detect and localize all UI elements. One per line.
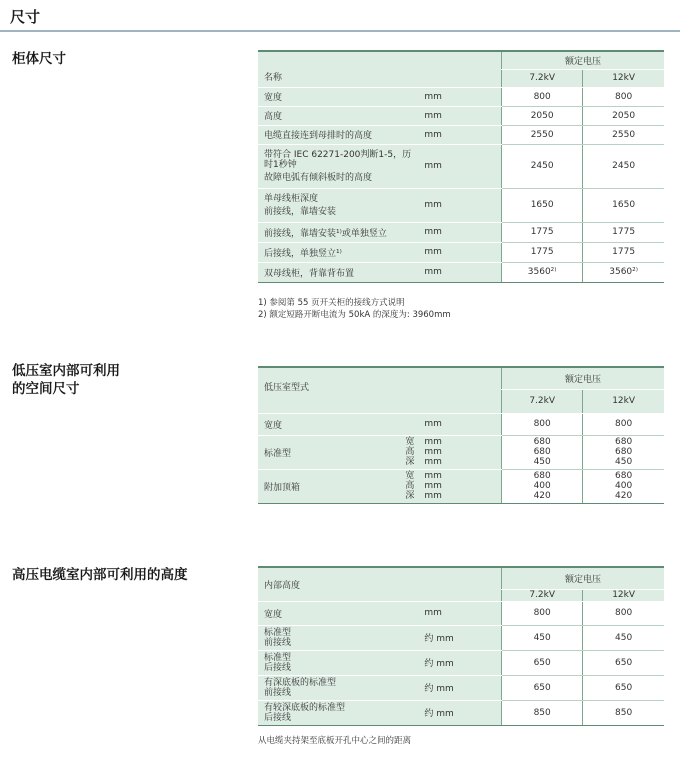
row-unit: mm [420,106,501,125]
row-unit: mm [420,242,501,262]
row-unit: mm [420,87,501,106]
row-value-12kv: 800 [583,413,664,435]
row-label: 双母线柜，背靠背布置 [258,262,420,282]
row-value-12kv: 800 [583,601,664,625]
row-value-7-2kv: 2450 [502,144,583,188]
table-header-voltage-2: 12kV [583,69,664,87]
table-header-rated-voltage: 额定电压 [502,567,664,589]
group-dims: 宽 高 深 [339,435,420,469]
footnote-2: 2) 额定短路开断电流为 50kA 的深度为: 3960mm [258,310,451,320]
row-unit: 约 mm [420,675,501,700]
row-value-12kv: 3560²⁾ [583,262,664,282]
row-value-12kv: 800 [583,87,664,106]
table-header-voltage-1: 7.2kV [502,589,583,601]
row-value-7-2kv: 2550 [502,125,583,144]
row-value-7-2kv: 800 [502,413,583,435]
table-header-voltage-1: 7.2kV [502,69,583,87]
row-label: 高度 [258,106,420,125]
group-label: 标准型 [258,435,339,469]
row-value-12kv: 1775 [583,242,664,262]
table-header-voltage-2: 12kV [583,589,664,601]
table-header-rated-voltage: 额定电压 [502,367,664,389]
row-value-12kv: 1650 [583,188,664,222]
table-header-name: 低压室型式 [258,367,502,413]
row-value-12kv: 2450 [583,144,664,188]
row-label-line-1: 带符合 IEC 62271-200判断1-5，历时1秒钟 [264,149,412,170]
group-units: mm mm mm [420,469,501,503]
row-value-7-2kv: 800 [502,601,583,625]
row-label: 宽度 [258,87,420,106]
table-header-rated-voltage: 额定电压 [502,51,664,69]
page-header [0,0,680,32]
row-value-7-2kv: 450 [502,625,583,650]
row-value-12kv: 650 [583,650,664,675]
row-unit: 约 mm [420,700,501,725]
table-header-name: 内部高度 [258,567,502,601]
row-value-12kv: 450 [583,625,664,650]
row-value-7-2kv: 800 [502,87,583,106]
row-value-12kv: 2050 [583,106,664,125]
row-label: 标准型 后接线 [258,650,420,675]
row-unit: mm [420,222,501,242]
row-label: 标准型 前接线 [258,625,420,650]
row-unit: mm [420,413,501,435]
row-unit: mm [420,125,501,144]
row-value-12kv: 2550 [583,125,664,144]
row-value-12kv: 650 [583,675,664,700]
table-footnote: 从电缆夹持架至底板开孔中心之间的距离 [258,736,412,746]
row-label [258,188,420,222]
group-dims: 宽 高 深 [339,469,420,503]
row-value-7-2kv: 3560²⁾ [502,262,583,282]
row-value-7-2kv: 1775 [502,222,583,242]
row-value-7-2kv: 1775 [502,242,583,262]
row-label: 前接线，靠墙安装¹⁾或单独竖立 [258,222,420,242]
row-value-7-2kv: 1650 [502,188,583,222]
group-values-12kv: 680 680 450 [583,435,664,469]
row-label: 宽度 [258,413,420,435]
table-header-voltage-2: 12kV [583,389,664,413]
row-label-line-2: 前接线，靠墙安装 [264,206,337,217]
row-label-line-1: 单母线柜深度 [264,193,319,204]
row-unit: mm [420,262,501,282]
row-label-line-2: 故障电弧有倾斜板时的高度 [264,172,373,183]
row-value-7-2kv: 650 [502,650,583,675]
row-unit: 约 mm [420,650,501,675]
table-header-voltage-1: 7.2kV [502,389,583,413]
row-unit: mm [420,601,501,625]
page-title: 尺寸 [10,8,41,26]
row-label [258,144,420,188]
lv-compartment-table [258,366,664,504]
row-unit: mm [420,144,501,188]
row-label: 宽度 [258,601,420,625]
group-values-12kv: 680 400 420 [583,469,664,503]
hv-cable-compartment-table [258,566,664,726]
group-units: mm mm mm [420,435,501,469]
section-title-hv-cable-compartment: 高压电缆室内部可利用的高度 [12,567,188,583]
row-unit: mm [420,188,501,222]
row-value-12kv: 1775 [583,222,664,242]
footnote-1: 1) 参阅第 55 页开关柜的接线方式说明 [258,298,405,308]
group-label: 附加顶箱 [258,469,339,503]
row-value-7-2kv: 650 [502,675,583,700]
row-label: 电缆直接连到母排时的高度 [258,125,420,144]
row-label: 有较深底板的标准型 后接线 [258,700,420,725]
cabinet-dimensions-table [258,50,664,283]
section-title-lv-compartment: 低压室内部可利用 的空间尺寸 [12,363,120,397]
row-label: 有深底板的标准型 前接线 [258,675,420,700]
row-value-7-2kv: 850 [502,700,583,725]
row-label: 后接线，单独竖立¹⁾ [258,242,420,262]
group-values-7-2kv: 680 680 450 [502,435,583,469]
row-value-7-2kv: 2050 [502,106,583,125]
row-value-12kv: 850 [583,700,664,725]
row-unit: 约 mm [420,625,501,650]
table-header-name: 名称 [258,51,502,87]
section-title-cabinet-dimensions: 柜体尺寸 [12,51,66,67]
group-values-7-2kv: 680 400 420 [502,469,583,503]
